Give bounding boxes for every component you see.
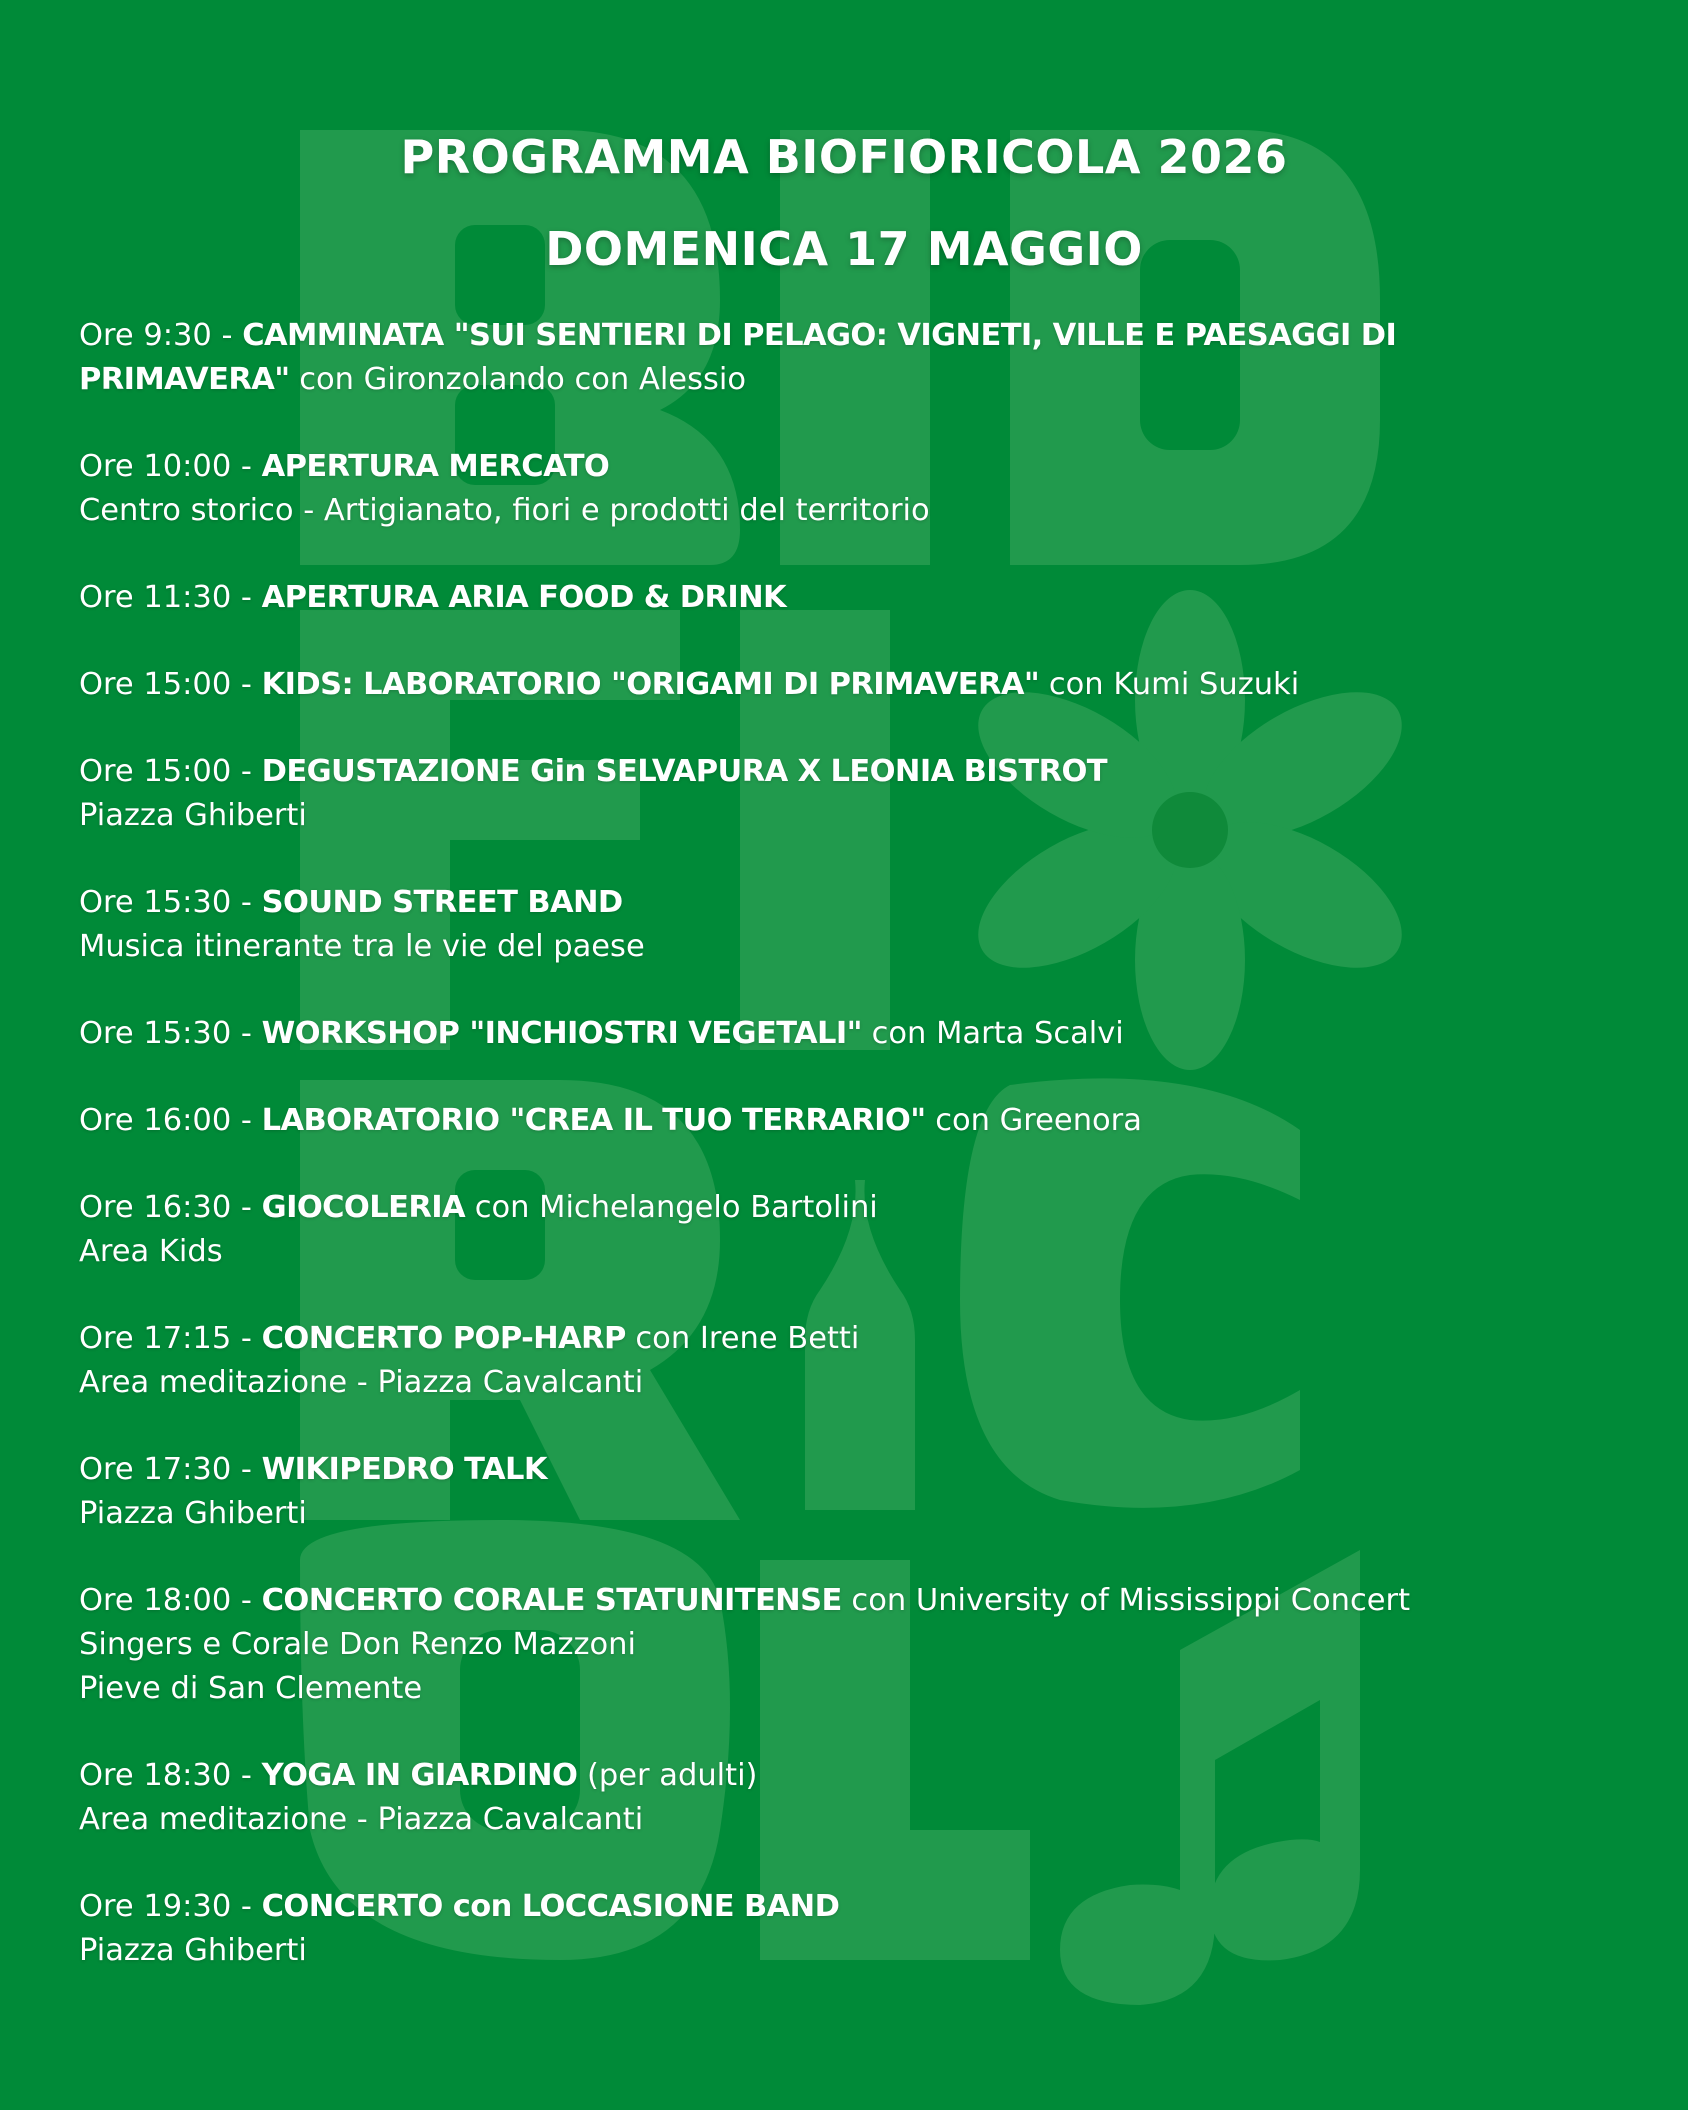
event-title: KIDS: LABORATORIO "ORIGAMI DI PRIMAVERA" (261, 667, 1040, 702)
event-time: Ore 17:30 - (79, 1452, 252, 1487)
event-extra: con Kumi Suzuki (1048, 667, 1300, 702)
event-item (79, 314, 1639, 402)
event-item (79, 1099, 1639, 1143)
event-location: Centro storico - Artigianato, fiori e prodotti del territorio (79, 493, 930, 528)
event-title: LABORATORIO "CREA IL TUO TERRARIO" (261, 1103, 926, 1138)
event-title: SOUND STREET BAND (261, 885, 623, 920)
event-extra-cont: Singers e Corale Don Renzo Mazzoni (79, 1627, 636, 1662)
event-extra: con Michelangelo Bartolini (474, 1190, 878, 1225)
event-item (79, 663, 1639, 707)
event-item (79, 750, 1639, 838)
event-title: CAMMINATA "SUI SENTIERI DI PELAGO: VIGNETI, VILLE E PAESAGGI DI (242, 318, 1397, 353)
event-location: Piazza Ghiberti (79, 1933, 307, 1968)
event-item (79, 576, 1639, 620)
event-item (79, 445, 1639, 533)
event-item (79, 881, 1639, 969)
event-time: Ore 16:00 - (79, 1103, 252, 1138)
event-item (79, 1754, 1639, 1842)
event-extra: con Irene Betti (635, 1321, 860, 1356)
event-time: Ore 18:30 - (79, 1758, 252, 1793)
event-title: WORKSHOP "INCHIOSTRI VEGETALI" (261, 1016, 862, 1051)
event-time: Ore 15:30 - (79, 1016, 252, 1051)
event-time: Ore 15:00 - (79, 667, 252, 702)
event-extra: con University of Mississippi Concert (851, 1583, 1411, 1618)
event-extra: con Greenora (935, 1103, 1142, 1138)
event-item (79, 1317, 1639, 1405)
page-subtitle: DOMENICA 17 MAGGIO (545, 222, 1143, 276)
event-title: WIKIPEDRO TALK (261, 1452, 547, 1487)
event-title: APERTURA MERCATO (261, 449, 610, 484)
event-extra: con Gironzolando con Alessio (299, 362, 746, 397)
event-time: Ore 15:00 - (79, 754, 252, 789)
event-title: YOGA IN GIARDINO (261, 1758, 578, 1793)
event-title: GIOCOLERIA (261, 1190, 465, 1225)
event-extra: (per adulti) (587, 1758, 758, 1793)
page-title: PROGRAMMA BIOFIORICOLA 2026 (400, 130, 1288, 184)
event-extra: con Marta Scalvi (871, 1016, 1124, 1051)
event-location: Piazza Ghiberti (79, 798, 307, 833)
event-time: Ore 16:30 - (79, 1190, 252, 1225)
event-time: Ore 10:00 - (79, 449, 252, 484)
event-time: Ore 18:00 - (79, 1583, 252, 1618)
event-time: Ore 17:15 - (79, 1321, 252, 1356)
event-item (79, 1448, 1639, 1536)
event-time: Ore 9:30 - (79, 318, 233, 353)
event-title-cont: PRIMAVERA" (79, 362, 290, 397)
event-title: CONCERTO CORALE STATUNITENSE (261, 1583, 842, 1618)
event-item (79, 1012, 1639, 1056)
event-location: Area meditazione - Piazza Cavalcanti (79, 1802, 644, 1837)
event-location: Area meditazione - Piazza Cavalcanti (79, 1365, 644, 1400)
event-time: Ore 15:30 - (79, 885, 252, 920)
event-list (79, 314, 1639, 2016)
event-title: DEGUSTAZIONE Gin SELVAPURA X LEONIA BISTROT (261, 754, 1108, 789)
event-location: Musica itinerante tra le vie del paese (79, 929, 645, 964)
event-time: Ore 19:30 - (79, 1889, 252, 1924)
event-title: CONCERTO POP-HARP (261, 1321, 626, 1356)
event-location: Area Kids (79, 1234, 223, 1269)
event-item (79, 1186, 1639, 1274)
event-location: Piazza Ghiberti (79, 1496, 307, 1531)
event-item (79, 1579, 1639, 1711)
event-title: APERTURA ARIA FOOD & DRINK (261, 580, 787, 615)
event-location: Pieve di San Clemente (79, 1671, 423, 1706)
event-title: CONCERTO con LOCCASIONE BAND (261, 1889, 840, 1924)
event-time: Ore 11:30 - (79, 580, 252, 615)
event-item (79, 1885, 1639, 1973)
